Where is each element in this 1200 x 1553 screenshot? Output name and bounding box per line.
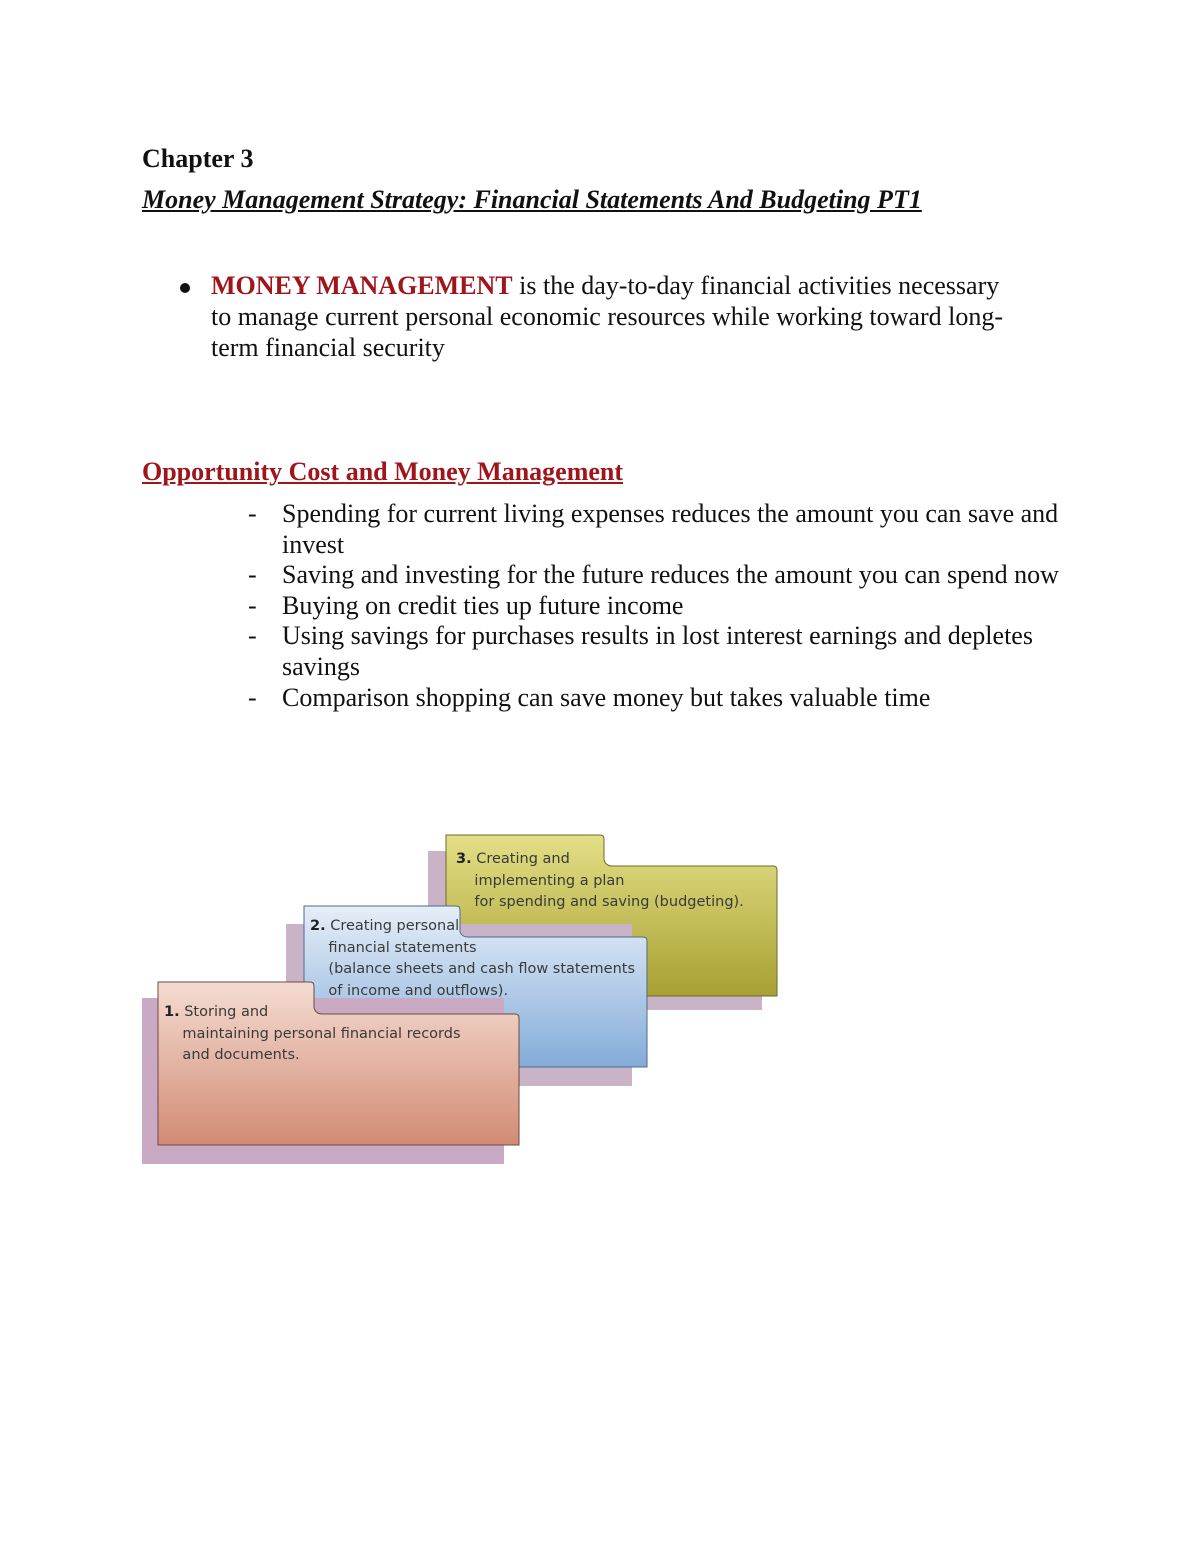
folder-1-label xyxy=(164,1002,461,1067)
folders-diagram xyxy=(140,820,800,1180)
list-item xyxy=(244,560,1074,591)
list-item-text: Buying on credit ties up future income xyxy=(282,590,684,620)
dash-marker: - xyxy=(248,621,257,651)
definition-bullet xyxy=(172,270,1022,363)
chapter-label: Chapter 3 xyxy=(142,144,254,173)
opportunity-cost-list xyxy=(244,499,1074,713)
list-item xyxy=(244,621,1074,682)
list-item xyxy=(244,683,1074,714)
section-heading: Opportunity Cost and Money Management xyxy=(142,457,624,486)
folder-3-number: 3. xyxy=(456,851,472,867)
list-item xyxy=(244,499,1074,560)
folder-2-label xyxy=(310,916,635,1002)
dash-marker: - xyxy=(248,499,257,528)
folder-2-number: 2. xyxy=(310,918,326,934)
folder-1-text: Storing and maintaining personal financial records and documents. xyxy=(182,1004,461,1063)
list-item-text: Comparison shopping can save money but takes valuable time xyxy=(282,682,931,712)
definition-body: is the day-to-day financial activities necessary to manage current personal economic resources while working toward long-term financial security xyxy=(211,271,1004,362)
dash-marker: - xyxy=(248,590,257,620)
definition-text xyxy=(211,270,1022,363)
folder-3-text: Creating and implementing a plan for spending and saving (budgeting). xyxy=(474,851,744,910)
dash-marker: - xyxy=(248,682,257,712)
list-item-text: Saving and investing for the future reduces the amount you can spend now xyxy=(282,560,1059,590)
folder-1-number: 1. xyxy=(164,1004,180,1020)
list-item-text: Using savings for purchases results in lost interest earnings and depletes savings xyxy=(282,621,1033,681)
chapter-title: Money Management Strategy: Financial Statements And Budgeting PT1 xyxy=(142,185,922,214)
dash-marker: - xyxy=(248,560,257,590)
list-item-text: Spending for current living expenses reduces the amount you can save and invest xyxy=(282,499,1059,559)
list-item xyxy=(244,591,1074,622)
definition-term: MONEY MANAGEMENT xyxy=(211,271,513,300)
folder-3-label xyxy=(456,849,744,914)
folder-2-text: Creating personal financial statements (balance sheets and cash flow statements of income and outflows). xyxy=(328,918,636,999)
bullet-dot xyxy=(180,283,190,293)
